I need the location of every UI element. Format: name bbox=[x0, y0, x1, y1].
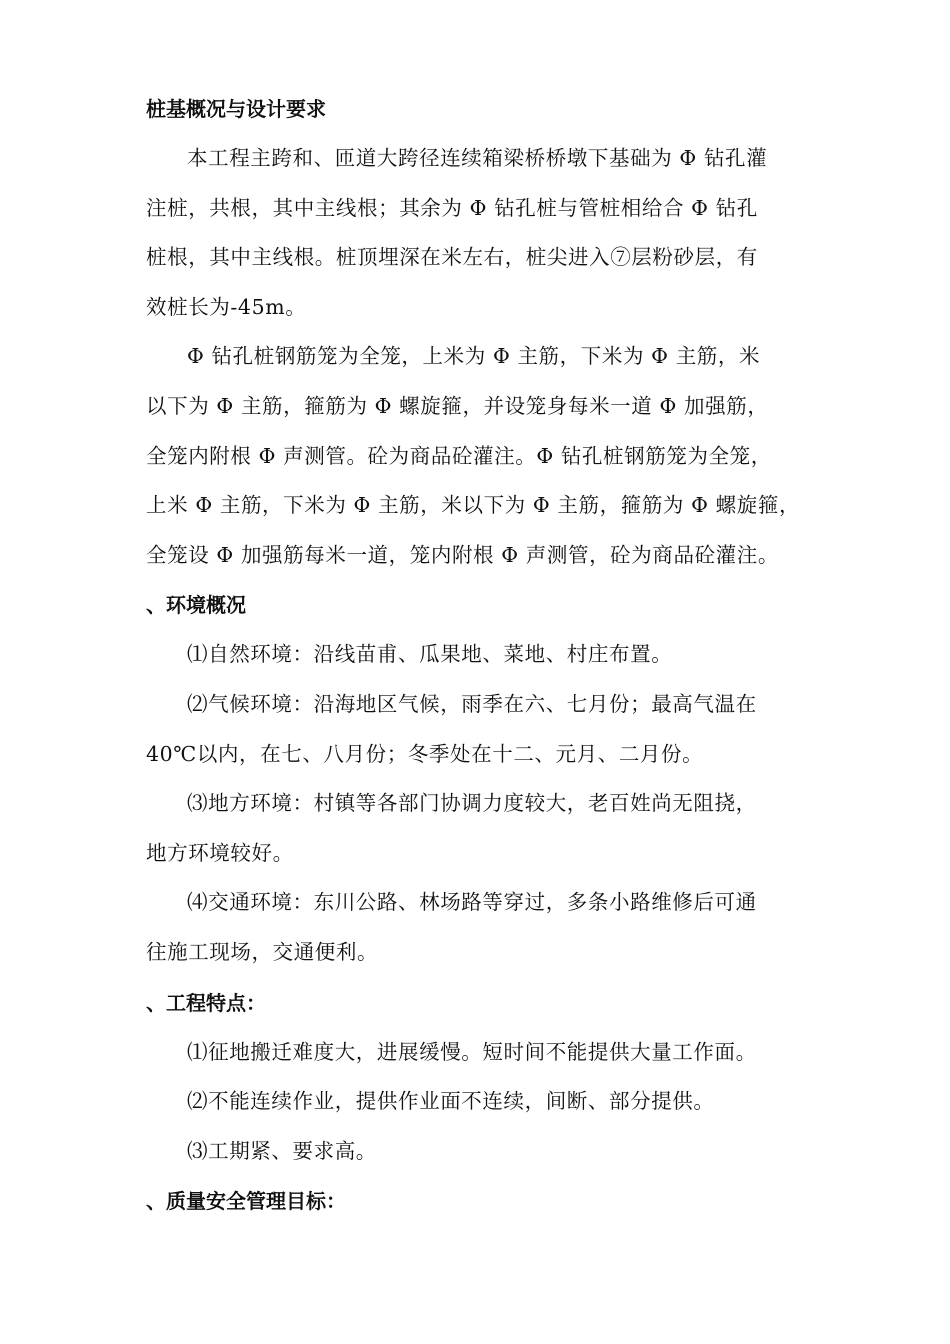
rebar-line: 全笼内附根 Φ 声测管。砼为商品砼灌注。Φ 钻孔桩钢筋笼为全笼， bbox=[146, 443, 772, 468]
env-item-local: ⑶地方环境：村镇等各部门协调力度较大，老百姓尚无阻挠， bbox=[187, 791, 757, 816]
rebar-line: 上米 Φ 主筋，下米为 Φ 主筋，米以下为 Φ 主筋，箍筋为 Φ 螺旋箍， bbox=[146, 493, 801, 518]
quality-safety-heading: 、质量安全管理目标： bbox=[146, 1189, 346, 1214]
environment-list bbox=[146, 630, 822, 977]
env-item-climate: ⑵气候环境：沿海地区气候，雨季在六、七月份；最高气温在 bbox=[187, 691, 757, 716]
feature-item: ⑶工期紧、要求高。 bbox=[187, 1138, 377, 1163]
environment-heading: 、环境概况 bbox=[146, 593, 246, 618]
features-list bbox=[146, 1028, 822, 1177]
features-heading: 、工程特点： bbox=[146, 990, 266, 1015]
env-item-climate-cont: 40℃以内，在七、八月份；冬季处在十二、元月、二月份。 bbox=[146, 741, 704, 766]
document-page bbox=[146, 84, 822, 1226]
env-item-traffic: ⑷交通环境：东川公路、林场路等穿过，多条小路维修后可通 bbox=[187, 890, 757, 915]
intro-line: 桩根，其中主线根。桩顶埋深在米左右，桩尖进入⑦层粉砂层，有 bbox=[146, 245, 758, 270]
rebar-paragraph bbox=[146, 332, 822, 580]
intro-line: 注桩，共根，其中主线根；其余为 Φ 钻孔桩与管桩相给合 Φ 钻孔 bbox=[146, 195, 758, 220]
section-title: 桩基概况与设计要求 bbox=[146, 97, 326, 121]
rebar-line: Φ 钻孔桩钢筋笼为全笼，上米为 Φ 主筋，下米为 Φ 主筋，米 bbox=[187, 344, 761, 369]
intro-line: 本工程主跨和、匝道大跨径连续箱梁桥桥墩下基础为 Φ 钻孔灌 bbox=[187, 146, 768, 170]
rebar-line: 以下为 Φ 主筋，箍筋为 Φ 螺旋箍，并设笼身每米一道 Φ 加强筋， bbox=[146, 393, 769, 418]
env-item-local-cont: 地方环境较好。 bbox=[146, 840, 294, 865]
intro-paragraph bbox=[146, 134, 822, 332]
env-item-natural: ⑴自然环境：沿线苗甫、瓜果地、菜地、村庄布置。 bbox=[187, 642, 673, 667]
intro-line: 效桩长为-45m。 bbox=[146, 294, 307, 319]
env-item-traffic-cont: 往施工现场，交通便利。 bbox=[146, 939, 379, 964]
rebar-line: 全笼设 Φ 加强筋每米一道，笼内附根 Φ 声测管，砼为商品砼灌注。 bbox=[146, 542, 779, 567]
feature-item: ⑴征地搬迁难度大，进展缓慢。短时间不能提供大量工作面。 bbox=[187, 1039, 757, 1064]
feature-item: ⑵不能连续作业，提供作业面不连续，间断、部分提供。 bbox=[187, 1089, 715, 1114]
